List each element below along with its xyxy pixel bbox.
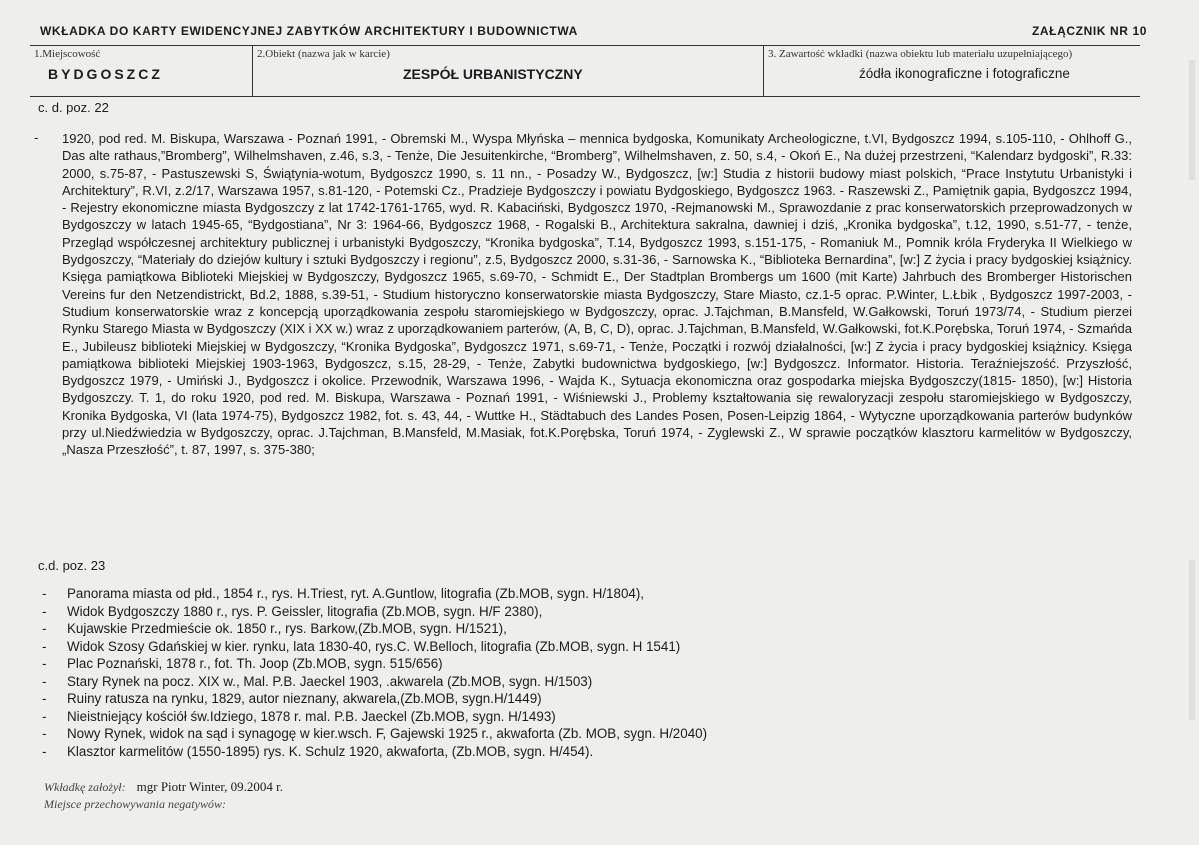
list-item: - Ruiny ratusza na rynku, 1829, autor nieznany, akwarela,(Zb.MOB, sygn.H/1449) (34, 690, 1132, 708)
list-item: - Kujawskie Przedmieście ok. 1850 r., rys. Barkow,(Zb.MOB, sygn. H/1521), (34, 620, 1132, 638)
storage-line (44, 797, 226, 812)
bibliography-text: 1920, pod red. M. Biskupa, Warszawa - Poznań 1991, - Obremski M., Wyspa Młyńska – mennica bydgoska, Komunikaty Archeologiczne, t.VI, Bydgoszcz 1994, s.105-110, - Ohlhoff G., Das alte rathaus,”Bromberg”, Wilhelmshaven, z.46, s.3, - Tenże, Die Jesuitenkirche, “Bromberg”, Wilhelmshaven, z. 50, s.4, - Okoń E., Na dużej przestrzeni, “Kalendarz bydgoski”, R.33: 2000, s.75-87, - Pastuszewski S, Świątynia-wotum, Bydgoszcz 1990, s. 11 nn., - Posadzy W., Bydgoszcz, [w:] Studia z historii budowy miast polskich, “Prace Instytutu Urbanistyki i Architektury”, R.VI, z.2/17, Warszawa 1957, s.81-120, - Potemski Cz., Pradzieje Bydgoszczy i powiatu Bydgoskiego, Bydgoszcz 1963. - Raszewski Z., Pamiętnik gapia, Bydgoszcz 1994, - Rejestry ekonomiczne miasta Bydgoszczy z lat 1742-1761-1765, wyd. R. Kabaciński, Bydgoszcz 1970, -Rejmanowski M., Sprawozdanie z prac konserwatorskich przeprowadzonych w Bydgoszczy w latach 1945-65, “Bydgostiana”, Nr 3: 1964-66, Bydgoszcz 1968, - Rogalski B., Architektura sakralna, dawniej i dziś, „Kronika bydgoska”, t.12, 1990, s.51-77, - tenże, Przegląd współczesnej architektury publicznej i urbanistyki Bydgoszczy, “Kronika bydgoska”, T.14, Bydgoszcz 1993, s.151-175, - Romaniuk M., Pomnik króla Fryderyka II Wielkiego w Bydgoszczy, “Materiały do dziejów kultury i sztuki Bydgoszczy i regionu”, z.5, Bydgoszcz 2000, s.31-36, - Sarnowska K., “Biblioteka Bernardina”, [w:] Z życia i pracy bydgoskiej książnicy. Księga pamiątkowa Biblioteki Miejskiej w Bydgoszczy, Bydgoszcz 1965, s.69-70, - Schmidt E., Der Stadtplan Brombergs um 1600 (mit Karte) Jahrbuch des Bromberger Historischen Vereins fur den Netzendistrickt, Bd.2, 1888, s.39-51, - Studium historyczno konserwatorskie miasta Bydgoszczy, Stare Miasto, cz.1-5 oprac. P.Winter, L.Łbik , Bydgoszcz 1997-2003, - Studium konserwatorskie wraz z koncepcją uporządkowania zespołu staromiejskiego w Bydgoszczy, oprac. J.Tajchman, B.Mansfeld, W.Gałkowski, Toruń 1973/74, - Studium pierzei Rynku Starego Miasta w Bydgoszczy (XIX i XX w.) wraz z uporządkowaniem parterów, (A, B, C, D), oprac. J.Tajchman, B.Mansfeld, W.Gałkowski, fot.K.Porębska, Toruń 1974, - Szmańda E., Jubileusz biblioteki Miejskiej w Bydgoszczy, “Kronika Bydgoska”, Bydgoszcz 1971, s.69-71, - Tenże, Początki i rozwój działalności, [w:] Z życia i pracy bydgoskiej książnicy. Księga pamiątkowa biblioteki Miejskiej 1903-1963, Bydgoszcz, s.15, 28-29, - Tenże, Zabytki budownictwa bydgoskiego, [w:] Bydgoszcz. Informator. Historia. Teraźniejszość. Przyszłość, Bydgoszcz 1979, - Umiński J., Bydgoszcz i okolice. Przewodnik, Warszawa 1996, - Wajda K., Sytuacja ekonomiczna oraz gospodarka miejska Bydgoszczy(1815- 1850), [w:] Historia Bydgoszczy. T. 1, do roku 1920, pod red. M. Biskupa, Warszawa - Poznań 1991, - Wiśniewski J., Problemy kształtowania się rewaloryzacji zespołu staromiejskiego w Bydgoszczy, Kronika Bydgoska, VI (lata 1974-75), Bydgoszcz 1982, fot. s. 43, 44, - Wuttke H., Städtabuch des Landes Posen, Posen-Leipzig 1864, - Wytyczne uporządkowania parterów budynków przy ul.Niedźwiedzia w Bydgoszczy, oprac. J.Tajchman, B.Mansfeld, M.Masiak, fot.K.Porębska, Toruń 1974, - Zyglewski Z., W sprawie początków klasztoru karmelitów w Bydgoszczy, „Nasza Przeszłość”, t. 87, 1997, s. 375-380; (62, 131, 1132, 458)
object-cell (253, 46, 764, 96)
iconography-list (34, 585, 1132, 760)
author-line (44, 779, 283, 795)
section2-heading: c.d. poz. 23 (38, 558, 106, 573)
place-label: 1.Miejscowość (34, 48, 101, 60)
place-cell (30, 46, 253, 96)
author-value: mgr Piotr Winter, 09.2004 r. (136, 779, 284, 794)
section1-heading: c. d. poz. 22 (38, 100, 109, 115)
content-value: źódła ikonograficzne i fotograficzne (859, 66, 1070, 81)
header-table (30, 45, 1140, 97)
content-cell (764, 46, 1140, 96)
storage-label: Miejsce przechowywania negatywów: (44, 797, 226, 811)
list-item: - Nieistniejący kościół św.Idziego, 1878 r. mal. P.B. Jaeckel (Zb.MOB, sygn. H/1493) (34, 708, 1132, 726)
scan-edge-mark (1189, 560, 1195, 720)
content-label: 3. Zawartość wkładki (nazwa obiektu lub materiału uzupełniającego) (768, 48, 1073, 60)
list-item: - Widok Bydgoszczy 1880 r., rys. P. Geissler, litografia (Zb.MOB, sygn. H/F 2380), (34, 603, 1132, 621)
object-label: 2.Obiekt (nazwa jak w karcie) (257, 48, 390, 60)
scan-edge-mark (1189, 60, 1195, 180)
bullet-dash: - (34, 130, 39, 145)
list-item: - Klasztor karmelitów (1550-1895) rys. K. Schulz 1920, akwaforta, (Zb.MOB, sygn. H/454). (34, 743, 1132, 761)
list-item: - Panorama miasta od płd., 1854 r., rys. H.Triest, ryt. A.Guntlow, litografia (Zb.MOB, sygn. H/1804), (34, 585, 1132, 603)
list-item: - Nowy Rynek, widok na sąd i synagogę w kier.wsch. F, Gajewski 1925 r., akwaforta (Zb. MOB, sygn. H/2040) (34, 725, 1132, 743)
attachment-number: ZAŁĄCZNIK NR 10 (1031, 24, 1147, 38)
list-item: - Widok Szosy Gdańskiej w kier. rynku, lata 1830-40, rys.C. W.Belloch, litografia (Zb.MOB, sygn. H 1541) (34, 638, 1132, 656)
bibliography-block (34, 130, 1132, 459)
document-title: WKŁADKA DO KARTY EWIDENCYJNEJ ZABYTKÓW ARCHITEKTURY I BUDOWNICTWA (40, 24, 578, 38)
list-item: - Stary Rynek na pocz. XIX w., Mal. P.B. Jaeckel 1903, .akwarela (Zb.MOB, sygn. H/1503) (34, 673, 1132, 691)
list-item: - Plac Poznański, 1878 r., fot. Th. Joop (Zb.MOB, sygn. 515/656) (34, 655, 1132, 673)
author-label: Wkładkę założył: (44, 780, 126, 794)
place-value: BYDGOSZCZ (48, 66, 163, 82)
object-value: ZESPÓŁ URBANISTYCZNY (403, 66, 583, 82)
